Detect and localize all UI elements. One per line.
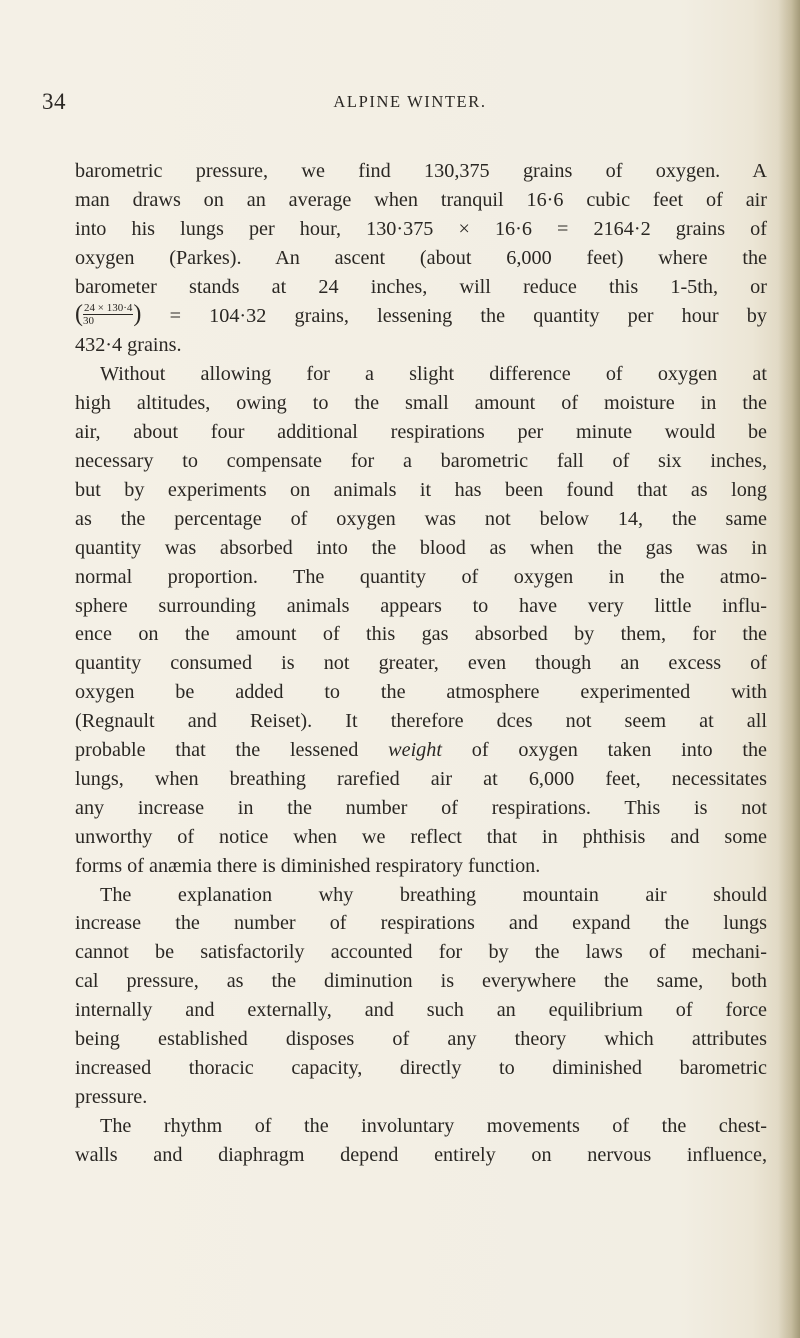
text-line: increase the number of respirations and expand the lungs <box>75 912 767 935</box>
text-line: lungs, when breathing rarefied air at 6,000 feet, necessitates <box>75 767 767 790</box>
text-segment: probable that the lessened <box>75 739 389 762</box>
text-line: quantity consumed is not greater, even though an excess of <box>75 652 767 675</box>
text-line: walls and diaphragm depend entirely on nervous influence, <box>75 1143 767 1166</box>
text-line: cal pressure, as the diminution is everywhere the same, both <box>75 970 767 993</box>
running-head: ALPINE WINTER. <box>333 92 487 111</box>
text-line: man draws on an average when tranquil 16·6 cubic feet of air <box>75 188 767 211</box>
text-line: oxygen be added to the atmosphere experimented with <box>75 681 767 704</box>
text-line: barometer stands at 24 inches, will reduce this 1-5th, or <box>75 275 767 298</box>
text-line: pressure. <box>75 1085 148 1108</box>
formula-open-paren: ( <box>75 301 83 328</box>
text-line: ence on the amount of this gas absorbed by them, for the <box>75 623 767 646</box>
text-line: but by experiments on animals it has been found that as long <box>75 478 767 501</box>
text-line: any increase in the number of respirations. This is not <box>75 796 767 819</box>
text-line: into his lungs per hour, 130·375 × 16·6 = 2164·2 grains of <box>75 217 767 240</box>
fraction-denominator: 30 <box>83 315 94 328</box>
page-number: 34 <box>42 89 66 114</box>
paragraph-start: The rhythm of the involuntary movements of the chest- <box>100 1114 767 1137</box>
page-edge-shadow <box>778 0 800 1338</box>
text-line: quantity was absorbed into the blood as when the gas was in <box>75 536 767 559</box>
text-line: necessary to compensate for a barometric fall of six inches, <box>75 449 767 472</box>
text-line: normal proportion. The quantity of oxygen in the atmo- <box>75 565 767 588</box>
text-segment: of oxygen taken into the <box>441 739 767 762</box>
text-line: cannot be satisfactorily accounted for by the laws of mechani- <box>75 941 767 964</box>
fraction-numerator: 24 × 130·4 <box>84 302 133 315</box>
emphasized-word: weight <box>388 739 442 762</box>
text-line: forms of anæmia there is diminished respiratory function. <box>75 854 541 877</box>
text-line: sphere surrounding animals appears to have very little influ- <box>75 594 767 617</box>
body-text <box>75 157 767 1170</box>
formula-result-text: = 104·32 grains, lessening the quantity per hour by <box>141 304 767 327</box>
paragraph-start: The explanation why breathing mountain air should <box>100 883 767 906</box>
text-line: (Regnault and Reiset). It therefore dces not seem at all <box>75 710 767 733</box>
text-line: unworthy of notice when we reflect that in phthisis and some <box>75 825 767 848</box>
text-line-emphasis <box>75 736 767 765</box>
formula-fraction <box>83 302 133 327</box>
text-line: being established disposes of any theory which attributes <box>75 1028 767 1051</box>
text-line-formula <box>75 302 767 332</box>
paragraph-start: Without allowing for a slight difference of oxygen at <box>100 363 767 386</box>
text-line: internally and externally, and such an equilibrium of force <box>75 999 767 1022</box>
text-line: as the percentage of oxygen was not below 14, the same <box>75 507 767 530</box>
text-line: oxygen (Parkes). An ascent (about 6,000 feet) where the <box>75 246 767 269</box>
text-line: barometric pressure, we find 130,375 grains of oxygen. A <box>75 160 767 182</box>
text-line: 432·4 grains. <box>75 334 182 357</box>
text-line: air, about four additional respirations per minute would be <box>75 421 767 444</box>
text-line: high altitudes, owing to the small amount of moisture in the <box>75 392 767 415</box>
text-line: increased thoracic capacity, directly to diminished barometric <box>75 1057 767 1079</box>
formula-close-paren: ) <box>133 301 142 328</box>
